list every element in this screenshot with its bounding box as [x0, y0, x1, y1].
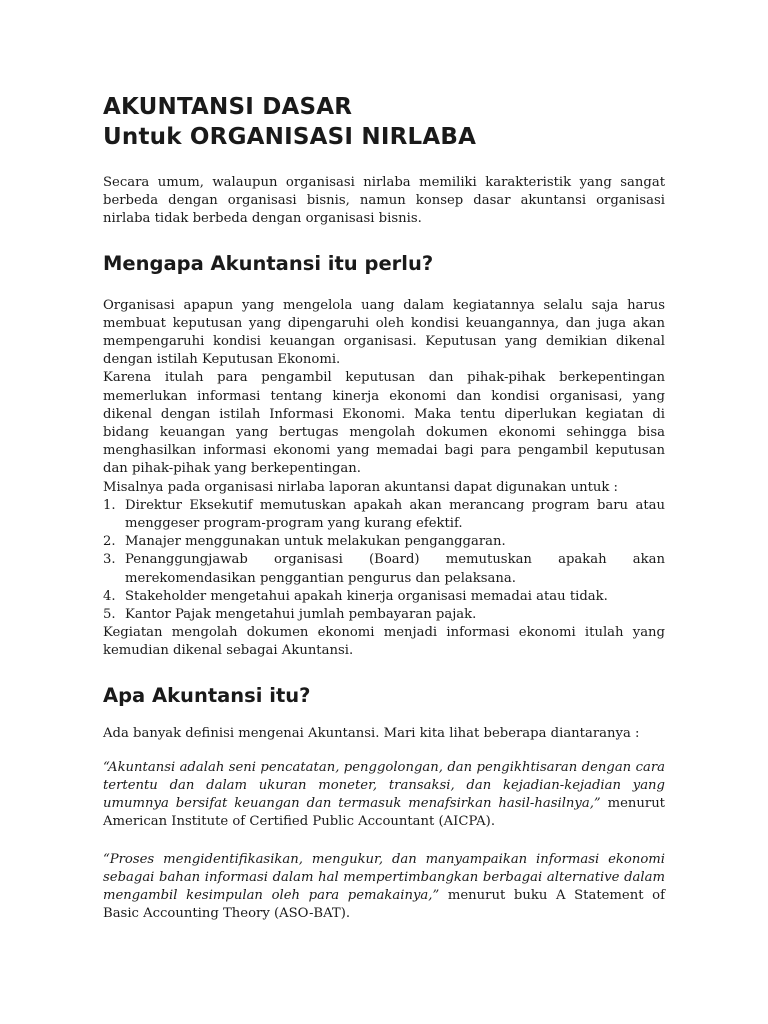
section-why-body [103, 297, 665, 661]
list-item-number: 5. [103, 607, 116, 623]
quote-source: menurut buku A Statement of Basic Accounting Theory (ASO-BAT). [103, 888, 665, 922]
heading-why-accounting: Mengapa Akuntansi itu perlu? [103, 251, 434, 275]
list-item [103, 588, 665, 606]
list-item [103, 551, 665, 587]
document-title [103, 92, 665, 152]
list-item [103, 533, 665, 551]
list-item-number: 3. [103, 552, 116, 568]
list-item-number: 4. [103, 588, 116, 604]
list-item [103, 497, 665, 533]
list-item-text: Kantor Pajak mengetahui jumlah pembayaran pajak. [125, 607, 477, 623]
heading-what-accounting: Apa Akuntansi itu? [103, 683, 311, 707]
definition-quote-aicpa [103, 759, 665, 832]
uses-list [103, 497, 665, 624]
intro-paragraph: Secara umum, walaupun organisasi nirlaba memiliki karakteristik yang sangat berbeda dengan organisasi bisnis, namun konsep dasar akuntansi organisasi nirlaba tidak berbeda dengan organisasi bisnis. [103, 175, 665, 227]
title-line-2: Untuk ORGANISASI NIRLABA [103, 124, 477, 150]
why-paragraph-2: Karena itulah para pengambil keputusan dan pihak-pihak berkepentingan memerlukan informasi tentang kinerja ekonomi dan kondisi organisasi, yang dikenal dengan istilah Informasi Ekonomi. Maka tentu diperlukan kegiatan di bidang keuangan yang bertugas mengolah dokumen ekonomi sehingga bisa menghasilkan informasi ekonomi yang memadai bagi para pengambil keputusan dan pihak-pihak yang berkepentingan. [103, 370, 665, 477]
list-item-text: Direktur Eksekutif memutuskan apakah akan merancang program baru atau menggeser program-program yang kurang efektif. [125, 497, 665, 532]
list-item-text: Manajer menggunakan untuk melakukan penganggaran. [125, 534, 506, 550]
list-item [103, 606, 665, 624]
definition-quote-asobat [103, 851, 665, 924]
list-item-text: Stakeholder mengetahui apakah kinerja organisasi memadai atau tidak. [125, 588, 608, 604]
why-paragraph-3: Misalnya pada organisasi nirlaba laporan akuntansi dapat digunakan untuk : [103, 479, 619, 495]
list-item-number: 2. [103, 534, 116, 550]
why-paragraph-4: Kegiatan mengolah dokumen ekonomi menjadi informasi ekonomi itulah yang kemudian dikenal sebagai Akuntansi. [103, 625, 665, 659]
list-item-number: 1. [103, 497, 116, 513]
quote-source: menurut American Institute of Certified Public Accountant (AICPA). [103, 796, 665, 830]
list-item-text: Penanggungjawab organisasi (Board) memutuskan apakah akan merekomendasikan penggantian pengurus dan pelaksana. [125, 552, 665, 586]
quote-text: “Proses mengidentifikasikan, mengukur, dan manyampaikan informasi ekonomi sebagai bahan informasi dalam hal mempertimbangkan berbagai alternative dalam mengambil kesimpulan oleh para pemakainya,” [103, 851, 665, 904]
title-line-1: AKUNTANSI DASAR [103, 94, 353, 120]
why-paragraph-1: Organisasi apapun yang mengelola uang dalam kegiatannya selalu saja harus membuat keputusan yang dipengaruhi oleh kondisi keuangannya, dan juga akan mempengaruhi kondisi keuangan organisasi. Keputusan yang demikian dikenal dengan istilah Keputusan Ekonomi. [103, 297, 665, 368]
quote-text: “Akuntansi adalah seni pencatatan, penggolongan, dan pengikhtisaran dengan cara tertentu dan dalam ukuran moneter, transaksi, dan kejadian-kejadian yang umumnya bersifat keuangan dan termasuk menafsirkan hasil-hasilnya,” [103, 759, 665, 812]
what-intro-paragraph: Ada banyak definisi mengenai Akuntansi. Mari kita lihat beberapa diantaranya : [103, 725, 640, 741]
